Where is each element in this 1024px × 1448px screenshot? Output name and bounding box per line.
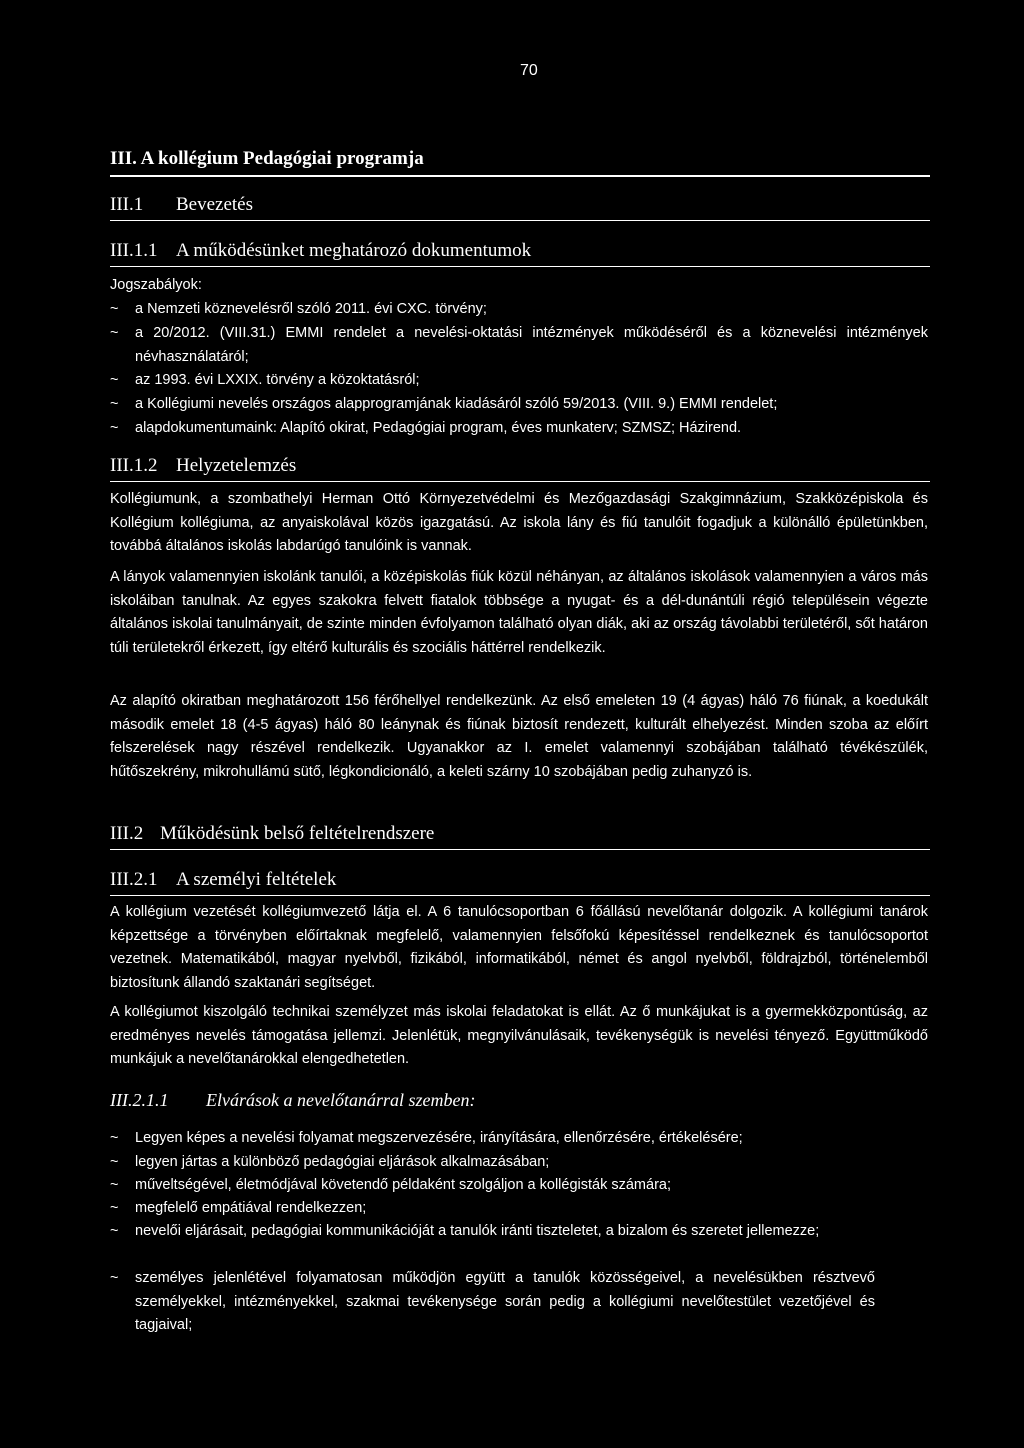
list-item-text: nevelői eljárásait, pedagógiai kommunikációját a tanulók iránti tiszteletet, a bizalom és szeretet jellemezze; [135, 1223, 820, 1239]
tilde-bullet-icon: ~ [110, 396, 119, 412]
section-heading-III-1-1 [110, 240, 531, 262]
section-title: A működésünket meghatározó dokumentumok [176, 240, 532, 261]
list-item-text: alapdokumentumaink: Alapító okirat, Pedagógiai program, éves munkaterv; SZMSZ; Házirend. [135, 420, 742, 436]
paragraph: A kollégiumot kiszolgáló technikai személyzet más iskolai feladatokat is ellát. Az ő munkájukat is a gyermekközpontúság, az eredményes nevelés támogatása jellemzi. Jelenlétük, megnyilvánulásaik, tevékenységük is nevelési tényező. Együttműködő munkájuk a nevelőtanárokkal elengedhetetlen. [110, 1004, 928, 1067]
tilde-bullet-icon: ~ [110, 1130, 119, 1146]
list-item [110, 369, 928, 393]
tilde-bullet-icon: ~ [110, 1154, 119, 1170]
section-number: III.2 [110, 823, 144, 844]
section-number: III.2.1 [110, 869, 158, 890]
section-heading-III-1-2 [110, 455, 296, 477]
list-item-text: műveltségével, életmódjával követendő példaként szolgáljon a kollégisták számára; [135, 1177, 671, 1193]
list-item [110, 1151, 928, 1175]
section-number: III.2.1.1 [110, 1090, 169, 1110]
section-heading-III-2-1 [110, 869, 336, 891]
list-item [110, 1174, 928, 1198]
list-item [110, 1127, 928, 1151]
tilde-bullet-icon: ~ [110, 1223, 119, 1239]
list-item [110, 298, 928, 322]
list-item-text: Legyen képes a nevelési folyamat megszervezésére, irányítására, ellenőrzésére, értékelésére; [135, 1130, 743, 1146]
laws-label: Jogszabályok: [110, 277, 202, 293]
heading-rule [110, 266, 930, 267]
list-item [110, 1197, 928, 1221]
paragraph: Kollégiumunk, a szombathelyi Herman Ottó Környezetvédelmi és Mezőgazdasági Szakgimnázium, Szakközépiskola és Kollégium kollégiuma, az anyaiskolával közös igazgatású. Az iskola lány és fiú tanulóit fogadjuk a különálló épületünkben, továbbá általános iskolás labdarúgó tanulóink is vannak. [110, 491, 928, 554]
tilde-bullet-icon: ~ [110, 1270, 119, 1286]
tilde-bullet-icon: ~ [110, 420, 119, 436]
list-item [110, 393, 928, 417]
section-heading-III-2-1-1 [110, 1090, 475, 1111]
list-item [110, 1220, 928, 1244]
tilde-bullet-icon: ~ [110, 1177, 119, 1193]
section-title: A személyi feltételek [176, 869, 337, 890]
section-title: Bevezetés [176, 194, 254, 215]
heading-rule [110, 895, 930, 896]
paragraph: Az alapító okiratban meghatározott 156 férőhellyel rendelkezünk. Az első emeleten 19 (4 ágyas) háló 76 fiúnak, a koedukált második emelet 18 (4-5 ágyas) háló 80 leánynak és fiúnak biztosít rendezett, kulturált elhelyezést. Minden szoba az előírt felszerelések nagy részével rendelkezik. Ugyanakkor az I. emelet valamennyi szobájában található tévékészülék, hűtőszekrény, mikrohullámú sütő, légkondicionáló, a keleti szárny 10 szobájában pedig zuhanyzó is. [110, 693, 928, 780]
list-item-text: legyen jártas a különböző pedagógiai eljárások alkalmazásában; [135, 1154, 550, 1170]
section-number: III.1 [110, 194, 144, 215]
section-title: Elvárások a nevelőtanárral szemben: [206, 1090, 476, 1110]
section-number: III.1.1 [110, 240, 158, 261]
list-item-text: a Kollégiumi nevelés országos alapprogramjának kiadásáról szóló 59/2013. (VIII. 9.) EMMI rendelet; [135, 396, 778, 412]
heading-rule [110, 220, 930, 221]
tilde-bullet-icon: ~ [110, 301, 119, 317]
list-item-text: a Nemzeti köznevelésről szóló 2011. évi CXC. törvény; [135, 301, 487, 317]
heading-rule [110, 849, 930, 850]
section-number: III.1.2 [110, 455, 158, 476]
list-item [110, 322, 928, 369]
list-item [110, 1267, 928, 1338]
list-item-text: megfelelő empátiával rendelkezzen; [135, 1200, 367, 1216]
tilde-bullet-icon: ~ [110, 325, 119, 341]
paragraph: A kollégium vezetését kollégiumvezető látja el. A 6 tanulócsoportban 6 főállású nevelőtanár dolgozik. A kollégiumi tanárok képzettsége a törvényben előírtaknak megfelelő, valamennyien felsőfokú képesítéssel rendelkeznek és tanulócsoportot vezetnek. Matematikából, magyar nyelvből, fizikából, informatikából, német és angol nyelvből, földrajzból, történelemből biztosítunk állandó szaktanári segítséget. [110, 904, 928, 991]
list-item-text: az 1993. évi LXXIX. törvény a közoktatásról; [135, 372, 420, 388]
section-title: Helyzetelemzés [176, 455, 297, 476]
section-heading-III-2 [110, 823, 434, 845]
page-number: 70 [520, 62, 538, 79]
section-title: Működésünk belső feltételrendszere [160, 823, 435, 844]
heading-rule [110, 481, 930, 482]
section-heading-III-1 [110, 194, 253, 216]
tilde-bullet-icon: ~ [110, 1200, 119, 1216]
list-item-text: a 20/2012. (VIII.31.) EMMI rendelet a nevelési-oktatási intézmények működéséről és a köznevelési intézmények névhasználatáról; [135, 325, 928, 365]
tilde-bullet-icon: ~ [110, 372, 119, 388]
heading-rule [110, 175, 930, 177]
list-item [110, 417, 928, 441]
paragraph: A lányok valamennyien iskolánk tanulói, a középiskolás fiúk közül néhányan, az általános iskolások valamennyien a város más iskoláiban tanulnak. Az egyes szakokra felvett fiatalok többsége a nyugat- és a dél-dunántúli régió településein végezte általános iskolai tanulmányait, de szinte minden évfolyamon található olyan diák, aki az ország távolabbi területéről, sőt határon túli területekről érkezett, így eltérő kulturális és szociális háttérrel rendelkezik. [110, 569, 928, 656]
chapter-heading: III. A kollégium Pedagógiai programja [110, 148, 424, 169]
list-item-text: személyes jelenlétével folyamatosan működjön együtt a tanulók közösségeivel, a nevelésükben résztvevő személyekkel, intézményekkel, szakmai tevékenysége során pedig a kollégiumi nevelőtestület vezetőjével és tagjaival; [135, 1270, 875, 1333]
